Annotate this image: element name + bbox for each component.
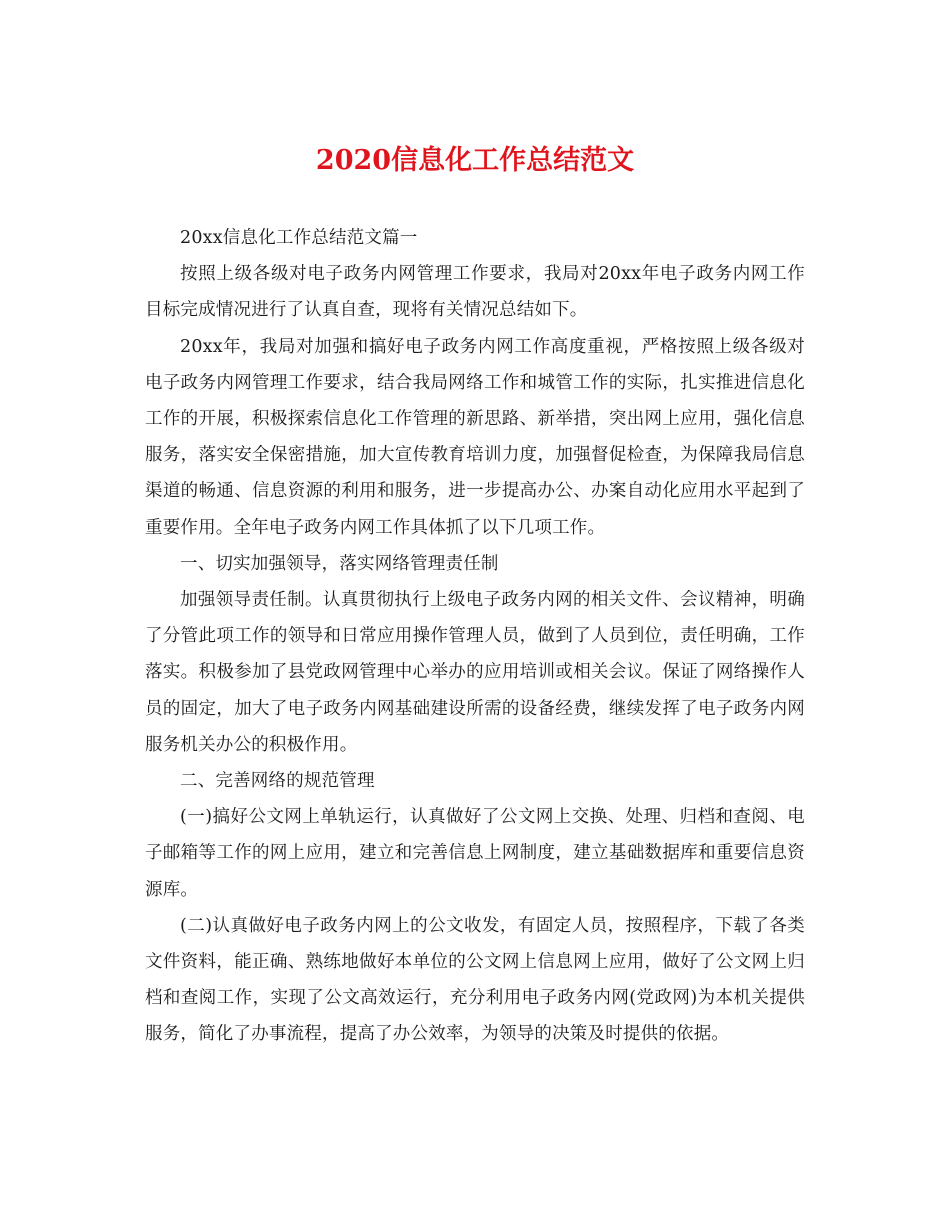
section-heading-part-one: 20xx信息化工作总结范文篇一 <box>180 228 418 248</box>
paragraph-leadership: 加强领导责任制。认真贯彻执行上级电子政务内网的相关文件、会议精神，明确了分管此项工作的领导和日常应用操作管理人员，做到了人员到位，责任明确，工作落实。积极参加了县党政网管理中心举办的应用培训或相关会议。保证了网络操作人员的固定，加大了电子政务内网基础建设所需的设备经费，继续发挥了电子政务内网服务机关办公的积极作用。 <box>145 590 805 755</box>
paragraph-overview: 20xx年，我局对加强和搞好电子政务内网工作高度重视，严格按照上级各级对电子政务内网管理工作要求，结合我局网络工作和城管工作的实际，扎实推进信息化工作的开展，积极探索信息化工作管理的新思路、新举措，突出网上应用，强化信息服务，落实安全保密措施，加大宣传教育培训力度，加强督促检查，为保障我局信息渠道的畅通、信息资源的利用和服务，进一步提高办公、办案自动化应用水平起到了重要作用。全年电子政务内网工作具体抓了以下几项工作。 <box>145 336 805 538</box>
paragraph-intro: 按照上级各级对电子政务内网管理工作要求，我局对20xx年电子政务内网工作目标完成情况进行了认真自查，现将有关情况总结如下。 <box>145 264 805 321</box>
paragraph-item-two: (二)认真做好电子政务内网上的公文收发，有固定人员，按照程序，下载了各类文件资料，能正确、熟练地做好本单位的公文网上信息网上应用，做好了公文网上归档和查阅工作，实现了公文高效运行，充分利用电子政务内网(党政网)为本机关提供服务，简化了办事流程，提高了办公效率，为领导的决策及时提供的依据。 <box>145 915 805 1045</box>
paragraph-item-one: (一)搞好公文网上单轨运行，认真做好了公文网上交换、处理、归档和查阅、电子邮箱等工作的网上应用，建立和完善信息上网制度，建立基础数据库和重要信息资源库。 <box>145 807 805 900</box>
document-title: 2020信息化工作总结范文 <box>315 145 635 176</box>
section-heading-network-management: 二、完善网络的规范管理 <box>180 771 375 792</box>
section-heading-leadership: 一、切实加强领导，落实网络管理责任制 <box>180 553 499 574</box>
document-body <box>145 220 805 1053</box>
